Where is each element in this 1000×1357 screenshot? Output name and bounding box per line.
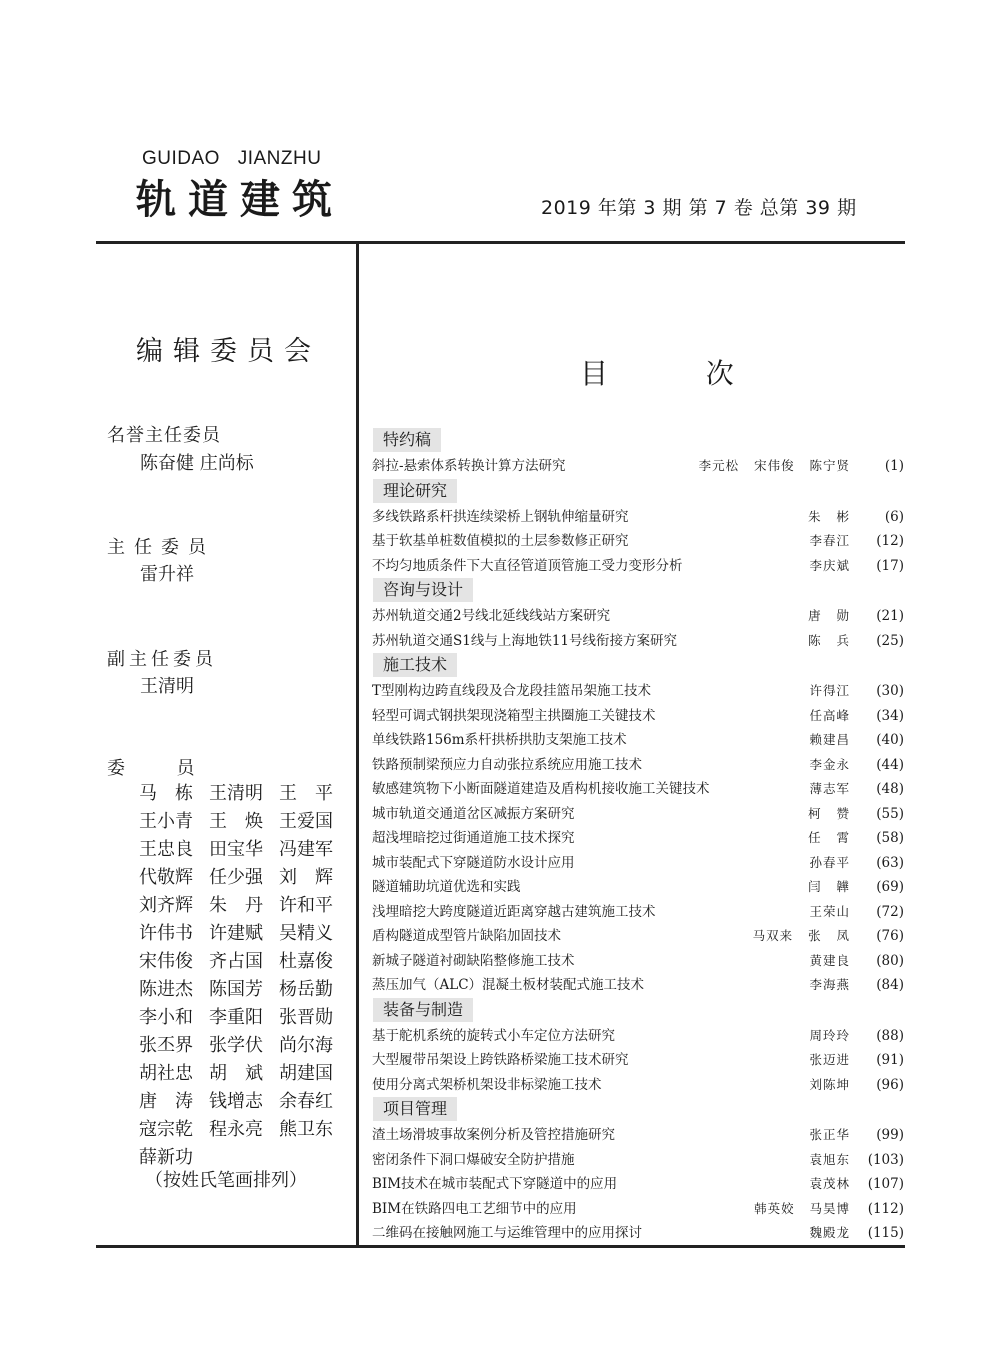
toc-entry	[372, 505, 906, 530]
article-title: 城市装配式下穿隧道防水设计应用	[372, 854, 575, 871]
honorary-director-role: 名誉主任委员	[107, 425, 221, 446]
member-name: 张丕界	[139, 1035, 193, 1056]
article-page: (40)	[876, 732, 904, 748]
editorial-board-title: 编辑委员会	[136, 336, 321, 367]
article-authors: 马双来 张 凤	[752, 928, 850, 943]
member-name: 胡建国	[279, 1063, 333, 1084]
member-name: 王 平	[279, 783, 333, 804]
article-page: (112)	[867, 1200, 904, 1217]
member-name: 杨岳勤	[279, 979, 333, 1000]
article-authors: 周玲玲	[809, 1027, 850, 1043]
article-page: (103)	[867, 1151, 904, 1168]
toc-entry	[372, 1048, 906, 1073]
article-title: 二维码在接触网施工与运维管理中的应用探讨	[372, 1225, 642, 1241]
toc-entry	[372, 554, 906, 579]
article-authors: 赖建昌	[809, 732, 850, 747]
article-authors: 李春江	[809, 533, 850, 548]
member-name: 陈国芳	[209, 979, 263, 1000]
issue-info: 2019 年第 3 期 第 7 卷 总第 39 期	[541, 197, 857, 219]
article-page: (76)	[876, 928, 904, 944]
toc-entry	[372, 604, 906, 629]
member-name: 余春红	[279, 1091, 333, 1112]
member-name: 李小和	[139, 1007, 193, 1028]
vice-director-role: 副主任委员	[107, 649, 217, 670]
toc-entry	[372, 924, 906, 949]
article-page: (88)	[876, 1027, 904, 1044]
article-page: (99)	[876, 1127, 904, 1143]
article-authors: 韩英姣 马昊博	[754, 1200, 850, 1216]
article-authors: 袁茂林	[809, 1176, 850, 1191]
article-page: (6)	[884, 508, 904, 525]
toc-entry	[372, 826, 906, 851]
member-name: 王清明	[209, 783, 263, 804]
member-name: 王忠良	[139, 839, 193, 860]
article-authors: 闫 韡	[808, 879, 850, 894]
article-title: BIM技术在城市装配式下穿隧道中的应用	[372, 1176, 618, 1192]
article-page: (96)	[876, 1076, 904, 1093]
toc-section-heading: 装备与制造	[373, 998, 473, 1022]
column-divider	[356, 243, 359, 1246]
members-list	[139, 780, 349, 1172]
toc-section-heading: 施工技术	[373, 653, 457, 677]
article-authors: 朱 彬	[808, 508, 850, 524]
article-title: 单线铁路156m系杆拱桥拱肋支架施工技术	[372, 732, 627, 748]
article-authors: 柯 赞	[808, 805, 850, 821]
toc-entry	[372, 1172, 906, 1197]
member-name: 程永亮	[209, 1119, 263, 1140]
article-title: 浅埋暗挖大跨度隧道近距离穿越古建筑施工技术	[372, 903, 656, 920]
member-name: 唐 涛	[139, 1091, 193, 1112]
toc-entry	[372, 753, 906, 778]
article-authors: 李海燕	[809, 977, 850, 992]
journal-title: 轨道建筑	[136, 177, 344, 223]
member-name: 马 栋	[139, 783, 193, 804]
vice-director-name: 王清明	[140, 676, 194, 697]
article-title: 隧道辅助坑道优选和实践	[372, 879, 521, 895]
toc-section-heading: 咨询与设计	[373, 578, 473, 602]
article-page: (69)	[876, 879, 904, 895]
director-role: 主任委员	[107, 537, 215, 558]
article-title: 城市轨道交通道岔区减振方案研究	[372, 805, 575, 822]
article-title: 密闭条件下洞口爆破安全防护措施	[372, 1151, 575, 1168]
member-name: 杜嘉俊	[279, 951, 333, 972]
article-title: 超浅埋暗挖过街通道施工技术探究	[372, 830, 575, 846]
member-name: 冯建军	[279, 839, 333, 860]
member-name: 田宝华	[209, 839, 263, 860]
member-name: 代敬辉	[139, 867, 193, 888]
article-authors: 陈 兵	[808, 632, 850, 648]
article-title: 苏州轨道交通2号线北延线线站方案研究	[372, 608, 611, 624]
toc-entry	[372, 1148, 906, 1173]
toc-entry	[372, 973, 906, 998]
article-authors: 李庆斌	[809, 557, 850, 573]
article-page: (63)	[876, 854, 904, 871]
article-authors: 李元松 宋伟俊 陈宁贤	[698, 458, 850, 473]
article-page: (12)	[876, 533, 904, 549]
article-authors: 魏殿龙	[809, 1225, 850, 1240]
member-name: 朱 丹	[209, 895, 263, 916]
article-page: (80)	[876, 952, 904, 969]
article-page: (91)	[876, 1052, 904, 1068]
toc-entry	[372, 802, 906, 827]
toc-entry	[372, 1221, 906, 1246]
honorary-director-names: 陈奋健 庄尚标	[140, 453, 254, 474]
member-name: 王小青	[139, 811, 193, 832]
member-name: 许伟书	[139, 923, 193, 944]
article-page: (30)	[876, 683, 904, 699]
toc-entry	[372, 529, 906, 554]
toc-entry	[372, 704, 906, 729]
member-name: 刘齐辉	[139, 895, 193, 916]
toc-section-heading: 理论研究	[373, 479, 457, 503]
article-page: (17)	[876, 557, 904, 574]
article-title: 多线铁路系杆拱连续梁桥上钢轨伸缩量研究	[372, 508, 629, 525]
article-page: (25)	[876, 632, 904, 649]
article-page: (1)	[884, 458, 904, 474]
article-title: 使用分离式架桥机架设非标梁施工技术	[372, 1076, 602, 1093]
article-title: 蒸压加气（ALC）混凝土板材装配式施工技术	[372, 977, 645, 993]
member-name: 尚尔海	[279, 1035, 333, 1056]
article-title: 渣土场滑坡事故案例分析及管控措施研究	[372, 1127, 615, 1143]
article-title: 基于软基单桩数值模拟的土层参数修正研究	[372, 533, 629, 549]
toc-entry	[372, 1197, 906, 1222]
member-name: 李重阳	[209, 1007, 263, 1028]
member-name: 许建赋	[209, 923, 263, 944]
article-authors: 王荣山	[809, 903, 850, 919]
article-authors: 李金永	[809, 756, 850, 772]
member-name: 胡 斌	[209, 1063, 263, 1084]
article-page: (21)	[876, 608, 904, 624]
member-name: 熊卫东	[279, 1119, 333, 1140]
member-name: 许和平	[279, 895, 333, 916]
member-name: 张晋勋	[279, 1007, 333, 1028]
article-title: 不均匀地质条件下大直径管道顶管施工受力变形分析	[372, 557, 683, 574]
article-authors: 任高峰	[809, 707, 850, 723]
article-authors: 唐 勋	[808, 608, 850, 623]
member-name: 吴精义	[279, 923, 333, 944]
article-title: 敏感建筑物下小断面隧道建造及盾构机接收施工关键技术	[372, 781, 710, 797]
article-page: (72)	[876, 903, 904, 920]
article-page: (44)	[876, 756, 904, 773]
member-name: 胡社忠	[139, 1063, 193, 1084]
article-title: 大型履带吊架设上跨铁路桥梁施工技术研究	[372, 1052, 629, 1068]
article-authors: 许得江	[809, 683, 850, 698]
members-role: 委 员	[107, 758, 195, 779]
article-authors: 张正华	[809, 1127, 850, 1142]
article-page: (84)	[876, 977, 904, 993]
article-page: (107)	[867, 1176, 904, 1192]
article-authors: 孙春平	[809, 854, 850, 870]
article-page: (55)	[876, 805, 904, 822]
member-name: 宋伟俊	[139, 951, 193, 972]
table-of-contents	[372, 428, 906, 1246]
article-title: 铁路预制梁预应力自动张拉系统应用施工技术	[372, 756, 642, 773]
director-name: 雷升祥	[140, 564, 194, 585]
toc-entry	[372, 1024, 906, 1049]
toc-entry	[372, 777, 906, 802]
article-page: (115)	[867, 1225, 904, 1241]
article-title: 基于舵机系统的旋转式小车定位方法研究	[372, 1027, 615, 1044]
article-authors: 任 霄	[808, 830, 850, 845]
toc-title: 目 次	[580, 357, 734, 390]
toc-entry	[372, 454, 906, 479]
toc-entry	[372, 949, 906, 974]
toc-entry	[372, 629, 906, 654]
member-name: 任少强	[209, 867, 263, 888]
member-name: 刘 辉	[279, 867, 333, 888]
toc-entry	[372, 851, 906, 876]
toc-entry	[372, 875, 906, 900]
member-name: 张学伏	[209, 1035, 263, 1056]
article-page: (48)	[876, 781, 904, 797]
member-name: 薛新功	[139, 1147, 193, 1168]
article-authors: 刘陈坤	[809, 1076, 850, 1092]
article-authors: 张迈进	[809, 1052, 850, 1067]
article-authors: 袁旭东	[809, 1151, 850, 1167]
member-name: 齐占国	[209, 951, 263, 972]
toc-entry	[372, 679, 906, 704]
member-name: 钱增志	[209, 1091, 263, 1112]
article-title: BIM在铁路四电工艺细节中的应用	[372, 1200, 577, 1217]
article-title: 新城子隧道衬砌缺陷整修施工技术	[372, 952, 575, 969]
member-name: 王爱国	[279, 811, 333, 832]
member-name: 王 焕	[209, 811, 263, 832]
toc-entry	[372, 1073, 906, 1098]
toc-entry	[372, 900, 906, 925]
toc-section-heading: 项目管理	[373, 1097, 457, 1121]
member-name: 陈进杰	[139, 979, 193, 1000]
article-title: 斜拉-悬索体系转换计算方法研究	[372, 458, 566, 474]
article-authors: 薄志军	[809, 781, 850, 796]
members-note: （按姓氏笔画排列）	[145, 1170, 307, 1191]
article-page: (58)	[876, 830, 904, 846]
top-rule	[96, 241, 905, 244]
article-title: 盾构隧道成型管片缺陷加固技术	[372, 928, 561, 944]
toc-entry	[372, 728, 906, 753]
member-name: 寇宗乾	[139, 1119, 193, 1140]
article-title: T型刚构边跨直线段及合龙段挂篮吊架施工技术	[372, 683, 652, 699]
article-title: 苏州轨道交通S1线与上海地铁11号线衔接方案研究	[372, 632, 678, 649]
article-authors: 黄建良	[809, 952, 850, 968]
article-page: (34)	[876, 707, 904, 724]
article-title: 轻型可调式钢拱架现浇箱型主拱圈施工关键技术	[372, 707, 656, 724]
journal-pinyin-title: GUIDAO JIANZHU	[142, 148, 322, 169]
toc-entry	[372, 1123, 906, 1148]
toc-section-heading: 特约稿	[373, 428, 441, 452]
